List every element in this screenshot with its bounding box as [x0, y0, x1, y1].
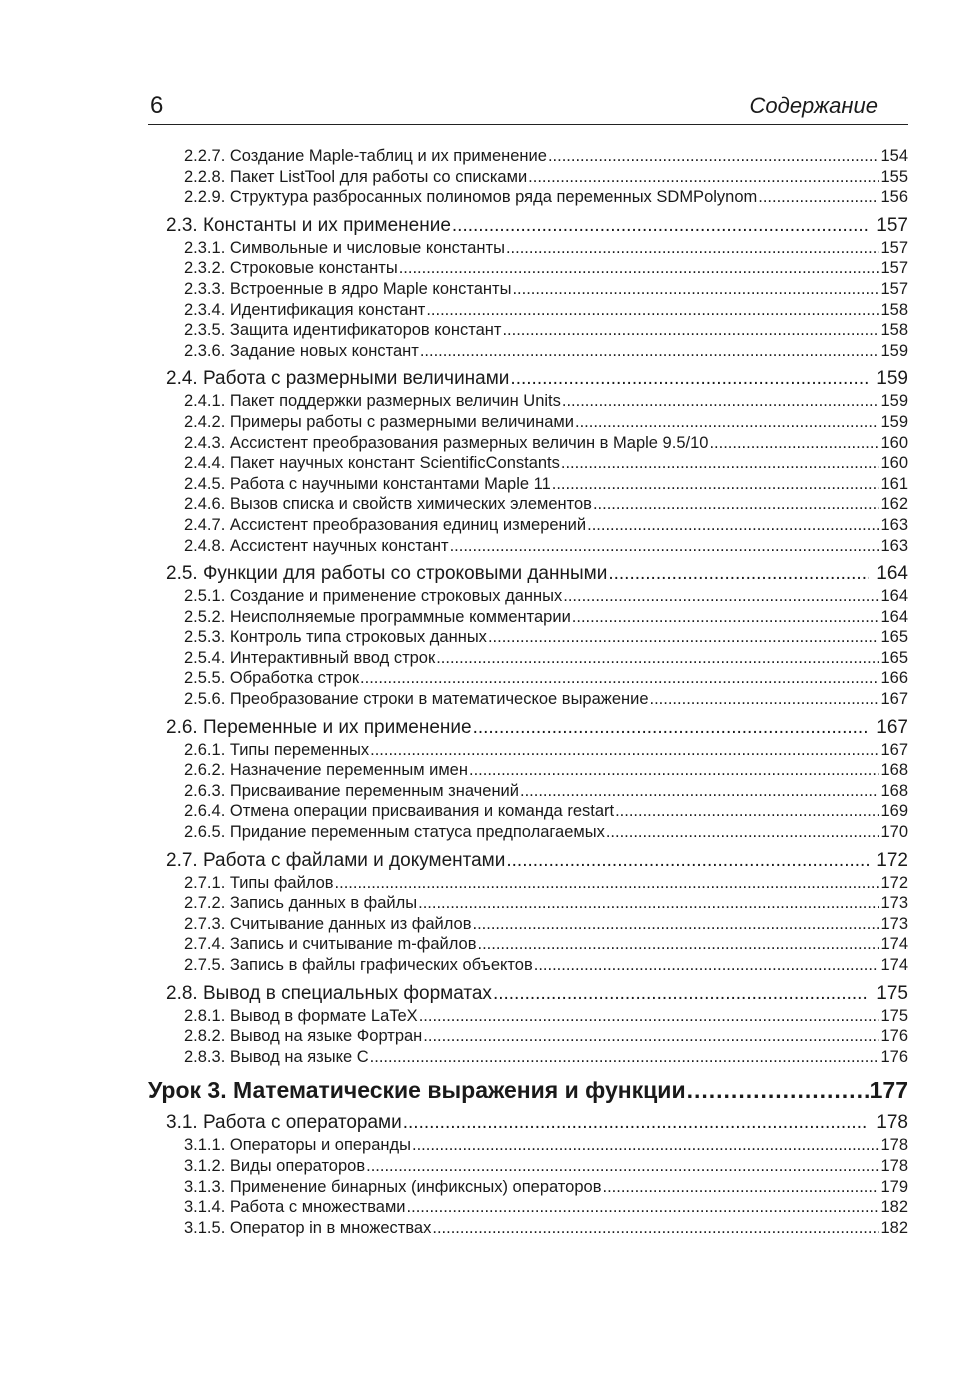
toc-entry-page: 173	[880, 894, 908, 913]
toc-entry-sub	[148, 433, 908, 454]
toc-entry-page: 159	[880, 412, 908, 431]
dot-leader	[606, 822, 880, 843]
toc-entry-title: 2.4.8. Ассистент научных констант	[184, 536, 449, 555]
toc-entry-page: 177	[869, 1077, 908, 1104]
toc-entry-title: 2.3.6. Задание новых констант	[184, 341, 419, 360]
dot-leader	[520, 781, 879, 802]
toc-entry-page: 157	[880, 238, 908, 257]
toc-entry-title: 2.3.1. Символьные и числовые константы	[184, 238, 505, 257]
toc-entry-sub	[148, 167, 908, 188]
dot-leader	[572, 607, 880, 628]
dot-leader	[608, 562, 869, 586]
toc-entry-title: 3.1.1. Операторы и операнды	[184, 1136, 412, 1155]
dot-leader	[469, 760, 879, 781]
toc-entry-page: 160	[880, 454, 908, 473]
toc-entry-title: Урок 3. Математические выражения и функции	[148, 1077, 686, 1104]
toc-entry-sub	[148, 146, 908, 167]
toc-entry-title: 2.4.5. Работа с научными константами Maple 11	[184, 474, 551, 493]
toc-entry-page: 172	[880, 873, 908, 892]
toc-entry-sub	[148, 320, 908, 341]
toc-entry-page: 178	[880, 1136, 908, 1155]
toc-entry-sub	[148, 474, 908, 495]
dot-leader	[506, 849, 869, 873]
dot-leader	[473, 914, 880, 935]
toc-entry-sub	[148, 1156, 908, 1177]
toc-entry-title: 2.4.6. Вызов списка и свойств химических элементов	[184, 495, 592, 514]
table-of-contents	[148, 146, 908, 1238]
toc-entry-sub	[148, 453, 908, 474]
dot-leader	[575, 412, 879, 433]
toc-entry-page: 161	[880, 474, 908, 493]
toc-entry-sub	[148, 668, 908, 689]
dot-leader	[534, 955, 880, 976]
toc-entry-title: 2.4.3. Ассистент преобразования размерных величин в Maple 9.5/10	[184, 433, 709, 452]
toc-entry-sub	[148, 279, 908, 300]
toc-entry-page: 172	[876, 849, 908, 871]
toc-entry-sec	[148, 849, 908, 873]
toc-entry-page: 163	[880, 536, 908, 555]
running-head: Содержание	[749, 93, 878, 118]
toc-entry-sub	[148, 781, 908, 802]
toc-entry-page: 174	[880, 956, 908, 974]
toc-entry-title: 2.3.2. Строковые константы	[184, 259, 398, 278]
toc-entry-title: 2.7. Работа с файлами и документами	[166, 849, 506, 871]
dot-leader	[335, 873, 880, 894]
toc-entry-page: 175	[880, 1006, 908, 1025]
dot-leader	[403, 1111, 870, 1135]
dot-leader	[563, 586, 879, 607]
toc-entry-page: 178	[876, 1112, 908, 1134]
page-number: 6	[150, 92, 164, 119]
dot-leader	[602, 1177, 879, 1198]
toc-entry-sub	[148, 494, 908, 515]
toc-entry-title: 2.3.4. Идентификация констант	[184, 300, 426, 319]
toc-entry-page: 167	[880, 740, 908, 759]
toc-entry-title: 2.8.3. Вывод на языке С	[184, 1047, 369, 1066]
toc-entry-title: 2.8.1. Вывод в формате LaTeX	[184, 1006, 418, 1025]
toc-entry-page: 182	[880, 1198, 908, 1217]
toc-entry-sub	[148, 955, 908, 976]
dot-leader	[370, 740, 879, 761]
dot-leader	[758, 187, 879, 208]
toc-entry-page: 157	[880, 259, 908, 278]
toc-entry-lesson	[148, 1075, 908, 1105]
dot-leader	[419, 1006, 880, 1027]
toc-entry-page: 158	[880, 321, 908, 340]
dot-leader	[366, 1156, 879, 1177]
toc-entry-title: 2.6.4. Отмена операции присваивания и команда restart	[184, 802, 615, 821]
toc-entry-title: 2.6.1. Типы переменных	[184, 740, 370, 759]
toc-entry-sub	[148, 1177, 908, 1198]
toc-entry-page: 167	[880, 690, 908, 709]
dot-leader	[452, 214, 869, 238]
toc-entry-page: 170	[880, 823, 908, 842]
dot-leader	[360, 668, 879, 689]
toc-entry-title: 2.5.4. Интерактивный ввод строк	[184, 648, 436, 667]
toc-entry-title: 2.6.3. Присваивание переменным значений	[184, 781, 519, 800]
toc-entry-title: 2.8. Вывод в специальных форматах	[166, 982, 492, 1004]
toc-entry-sec	[148, 562, 908, 586]
toc-entry-title: 2.3.5. Защита идентификаторов констант	[184, 321, 502, 340]
dot-leader	[478, 934, 880, 955]
toc-entry-sub	[148, 822, 908, 843]
dot-leader	[502, 320, 879, 341]
toc-entry-page: 167	[876, 716, 908, 738]
toc-entry-sub	[148, 586, 908, 607]
toc-entry-sub	[148, 893, 908, 914]
toc-entry-title: 2.3. Константы и их применение	[166, 214, 451, 236]
dot-leader	[506, 238, 880, 259]
toc-entry-sub	[148, 740, 908, 761]
toc-entry-page: 160	[880, 433, 908, 452]
toc-entry-title: 2.7.1. Типы файлов	[184, 873, 334, 892]
dot-leader	[370, 1047, 880, 1068]
dot-leader	[473, 716, 870, 740]
toc-entry-sub	[148, 934, 908, 955]
toc-entry-sub	[148, 689, 908, 710]
dot-leader	[562, 391, 880, 412]
toc-entry-page: 154	[880, 147, 908, 165]
dot-leader	[593, 494, 880, 515]
toc-entry-page: 159	[880, 392, 908, 411]
toc-entry-title: 2.7.2. Запись данных в файлы	[184, 894, 418, 913]
toc-entry-sub	[148, 1047, 908, 1068]
toc-entry-sec	[148, 214, 908, 238]
toc-entry-sec	[148, 982, 908, 1006]
dot-leader	[432, 1218, 879, 1239]
toc-entry-page: 157	[876, 214, 908, 236]
toc-entry-page: 166	[880, 669, 908, 688]
toc-entry-title: 2.2.7. Создание Maple-таблиц и их применение	[184, 147, 547, 165]
dot-leader	[512, 279, 879, 300]
toc-entry-sub	[148, 412, 908, 433]
dot-leader	[418, 893, 879, 914]
toc-entry-sub	[148, 1135, 908, 1156]
toc-entry-page: 164	[880, 587, 908, 606]
toc-entry-page: 162	[880, 495, 908, 514]
dot-leader	[399, 258, 880, 279]
toc-entry-sub	[148, 801, 908, 822]
toc-entry-sub	[148, 607, 908, 628]
toc-entry-title: 2.8.2. Вывод на языке Фортран	[184, 1027, 423, 1046]
toc-entry-page: 174	[880, 935, 908, 954]
toc-entry-page: 165	[880, 648, 908, 667]
toc-entry-sub	[148, 391, 908, 412]
toc-entry-page: 156	[880, 188, 908, 207]
toc-entry-page: 157	[880, 279, 908, 298]
toc-entry-title: 2.5.5. Обработка строк	[184, 669, 360, 688]
toc-entry-sec	[148, 716, 908, 740]
toc-entry-page: 163	[880, 515, 908, 534]
dot-leader	[709, 433, 879, 454]
toc-entry-title: 3.1.3. Применение бинарных (инфиксных) операторов	[184, 1177, 602, 1196]
toc-entry-sub	[148, 648, 908, 669]
toc-entry-title: 2.4.4. Пакет научных констант ScientificConstants	[184, 454, 560, 473]
dot-leader	[450, 536, 880, 557]
toc-entry-title: 2.5.3. Контроль типа строковых данных	[184, 628, 487, 647]
toc-entry-page: 159	[876, 368, 908, 390]
toc-entry-sub	[148, 1026, 908, 1047]
toc-entry-sub	[148, 341, 908, 362]
toc-entry-sub	[148, 914, 908, 935]
toc-entry-sub	[148, 760, 908, 781]
toc-entry-sub	[148, 1197, 908, 1218]
toc-entry-page: 158	[880, 300, 908, 319]
toc-entry-sub	[148, 238, 908, 259]
toc-entry-page: 176	[880, 1027, 908, 1046]
toc-entry-sub	[148, 258, 908, 279]
toc-entry-page: 164	[876, 563, 908, 585]
dot-leader	[412, 1135, 879, 1156]
toc-entry-title: 2.4.2. Примеры работы с размерными величинами	[184, 412, 574, 431]
toc-entry-title: 2.5.6. Преобразование строки в математическое выражение	[184, 690, 649, 709]
toc-entry-sub	[148, 300, 908, 321]
toc-entry-title: 2.2.9. Структура разбросанных полиномов ряда переменных SDMPolynom	[184, 188, 758, 207]
dot-leader	[587, 515, 879, 536]
toc-entry-title: 3.1.5. Оператор in в множествах	[184, 1218, 432, 1237]
dot-leader	[561, 453, 880, 474]
dot-leader	[436, 648, 879, 669]
toc-entry-page: 164	[880, 607, 908, 626]
toc-entry-page: 173	[880, 914, 908, 933]
toc-entry-title: 3.1. Работа с операторами	[166, 1112, 402, 1134]
dot-leader	[650, 689, 880, 710]
toc-entry-title: 2.5.1. Создание и применение строковых данных	[184, 587, 563, 606]
dot-leader	[552, 474, 880, 495]
toc-entry-page: 175	[876, 982, 908, 1004]
toc-entry-page: 165	[880, 628, 908, 647]
toc-entry-title: 2.6. Переменные и их применение	[166, 716, 472, 738]
toc-entry-page: 168	[880, 781, 908, 800]
toc-entry-sub	[148, 627, 908, 648]
dot-leader	[426, 300, 879, 321]
toc-entry-page: 159	[880, 341, 908, 360]
dot-leader	[687, 1075, 869, 1105]
toc-entry-sub	[148, 873, 908, 894]
toc-entry-title: 2.4. Работа с размерными величинами	[166, 368, 510, 390]
toc-entry-title: 2.6.5. Придание переменным статуса предполагаемых	[184, 823, 605, 842]
toc-entry-title: 2.4.7. Ассистент преобразования единиц измерений	[184, 515, 587, 534]
toc-entry-page: 168	[880, 761, 908, 780]
toc-entry-page: 182	[880, 1218, 908, 1237]
toc-entry-title: 2.7.5. Запись в файлы графических объектов	[184, 956, 533, 974]
dot-leader	[548, 146, 880, 167]
dot-leader	[493, 982, 869, 1006]
toc-entry-page: 176	[880, 1047, 908, 1066]
dot-leader	[528, 167, 879, 188]
dot-leader	[510, 367, 869, 391]
page-header	[148, 88, 908, 125]
dot-leader	[615, 801, 879, 822]
toc-entry-page: 178	[880, 1156, 908, 1175]
toc-entry-page: 155	[880, 167, 908, 186]
toc-entry-page: 169	[880, 802, 908, 821]
toc-entry-title: 2.6.2. Назначение переменным имен	[184, 761, 468, 780]
toc-entry-title: 2.7.3. Считывание данных из файлов	[184, 914, 472, 933]
toc-entry-title: 2.7.4. Запись и считывание m-файлов	[184, 935, 477, 954]
toc-entry-title: 2.5. Функции для работы со строковыми данными	[166, 563, 608, 585]
toc-entry-title: 2.3.3. Встроенные в ядро Maple константы	[184, 279, 512, 298]
toc-entry-sub	[148, 536, 908, 557]
toc-entry-sub	[148, 1218, 908, 1239]
toc-entry-page: 179	[880, 1177, 908, 1196]
toc-entry-sub	[148, 1006, 908, 1027]
toc-entry-sec	[148, 367, 908, 391]
dot-leader	[407, 1197, 880, 1218]
toc-entry-sub	[148, 187, 908, 208]
toc-entry-title: 2.5.2. Неисполняемые программные комментарии	[184, 607, 571, 626]
toc-entry-title: 3.1.2. Виды операторов	[184, 1156, 366, 1175]
dot-leader	[488, 627, 880, 648]
toc-entry-sec	[148, 1111, 908, 1135]
dot-leader	[423, 1026, 879, 1047]
dot-leader	[420, 341, 880, 362]
toc-entry-sub	[148, 515, 908, 536]
toc-entry-title: 2.2.8. Пакет ListTool для работы со списками	[184, 167, 528, 186]
toc-entry-title: 2.4.1. Пакет поддержки размерных величин Units	[184, 392, 561, 411]
toc-entry-title: 3.1.4. Работа с множествами	[184, 1198, 406, 1217]
